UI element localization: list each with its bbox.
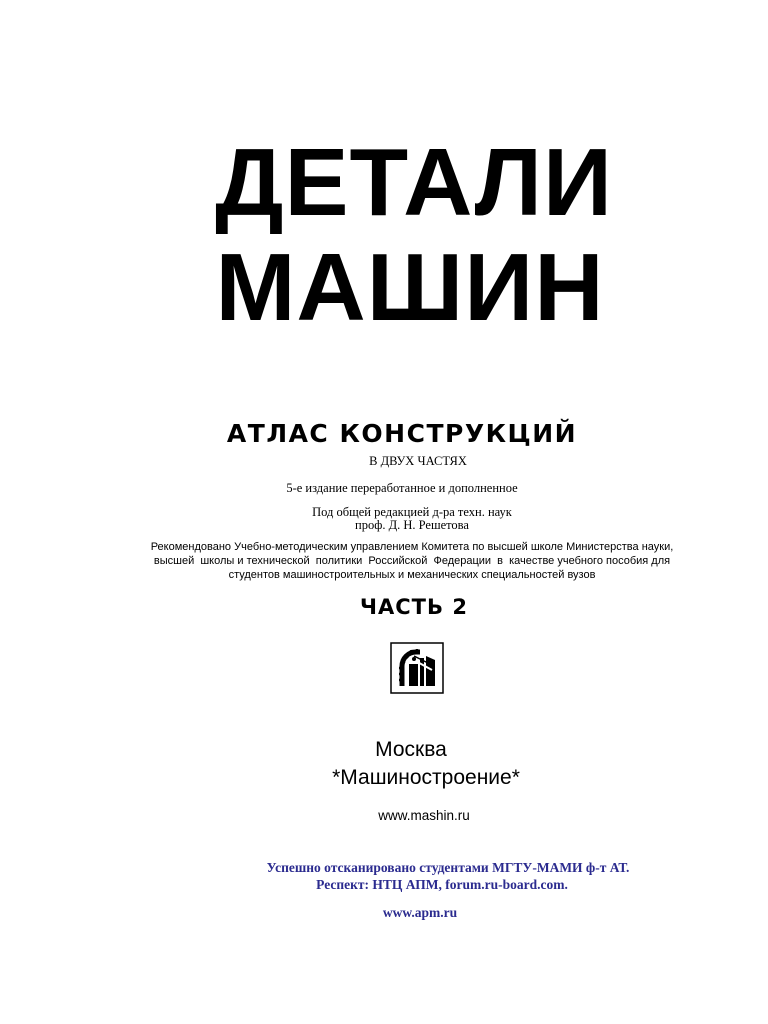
scan-note-url: www.apm.ru [382, 905, 458, 920]
recommendation-line-3: студентов машиностроительных и механических специальностей вузов [228, 569, 596, 581]
publisher-website: www.mashin.ru [378, 808, 470, 823]
subtitle: АТЛАС КОНСТРУКЦИЙ [226, 419, 578, 448]
publisher-name: *Машиностроение* [332, 766, 520, 789]
scan-note-line-1: Успешно отсканировано студентами МГТУ-МАМИ ф-т АТ. [266, 860, 630, 875]
title-line-2: МАШИН [215, 234, 605, 341]
editor-line-1: Под общей редакцией д-ра техн. наук [312, 505, 512, 519]
recommendation-line-1: Рекомендовано Учебно-методическим управлением Комитета по высшей школе Министерства науки, [150, 541, 674, 553]
parts-note: В ДВУХ ЧАСТЯХ [369, 454, 467, 468]
publisher-emblem-icon [390, 642, 444, 694]
recommendation-line-2: высшей школы и технической политики Российской Федерации в качестве учебного пособия для [153, 555, 671, 567]
edition-note: 5-е издание переработанное и дополненное [286, 481, 518, 495]
publisher-city: Москва [375, 738, 447, 761]
scan-note-line-2: Респект: НТЦ АПМ, forum.ru-board.com. [316, 877, 568, 892]
part-label: ЧАСТЬ 2 [360, 595, 468, 619]
title-line-1: ДЕТАЛИ [215, 129, 613, 236]
editor-line-2: проф. Д. Н. Решетова [355, 518, 469, 532]
